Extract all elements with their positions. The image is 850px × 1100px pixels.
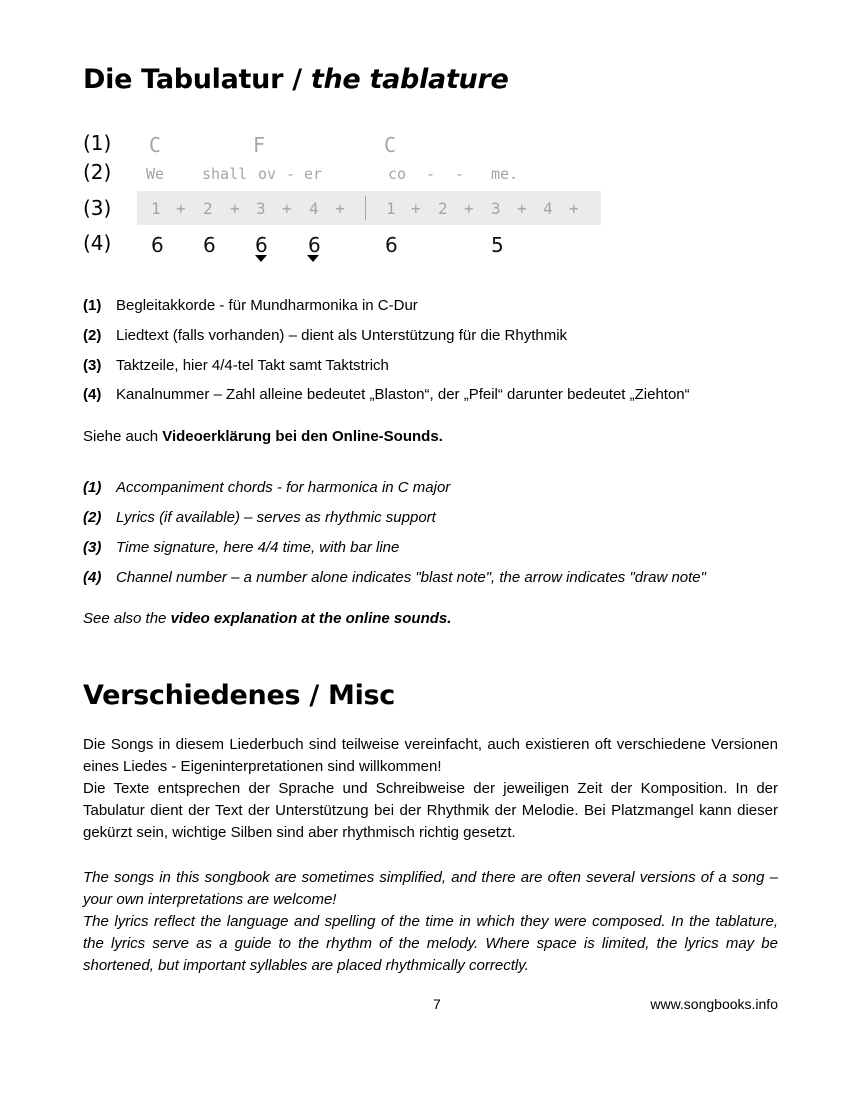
- beat: 1: [386, 199, 396, 218]
- see-also-english: [83, 610, 451, 627]
- beat: 2: [438, 199, 448, 218]
- see-also-prefix: Siehe auch: [83, 428, 163, 445]
- legend-text: Lyrics (if available) – serves as rhythmic support: [116, 509, 436, 526]
- page-number: 7: [433, 996, 441, 1012]
- see-also-german: [83, 428, 443, 445]
- legend-number: (4): [83, 386, 102, 403]
- legend-number: (2): [83, 509, 102, 526]
- lyric-syllable: ov: [258, 165, 277, 183]
- video-explanation-link[interactable]: Videoerklärung bei den Online-Sounds.: [162, 428, 443, 445]
- paragraph: The lyrics reflect the language and spelling of the time in which they were composed. In the tablature, the lyrics serve as a guide to the rhythm of the melody. Where space is limited, the lyrics may be shortened, but important syllables are placed rhythmically correctly.: [83, 913, 778, 974]
- beat: +: [464, 199, 474, 218]
- beat: 4: [309, 199, 319, 218]
- hole-number: 6: [151, 233, 164, 257]
- paragraph: Die Texte entsprechen der Sprache und Schreibweise der jeweiligen Zeit der Komposition. In der Tabulatur dient der Text der Unterstützung bei der Rhythmik der Melodie. Bei Platzmangel kann dieser gekürzt sein, wichtige Silben sind aber rhythmisch richtig gesetzt.: [83, 780, 778, 841]
- lyric-syllable: co: [388, 165, 407, 183]
- legend-item: [83, 569, 706, 586]
- legend-number: (1): [83, 479, 102, 496]
- draw-arrow-icon: [307, 255, 319, 262]
- hole-number: 5: [491, 233, 504, 257]
- row-label-3: (3): [83, 196, 112, 220]
- legend-text: Liedtext (falls vorhanden) – dient als Unterstützung für die Rhythmik: [116, 327, 568, 344]
- title-english: the tablature: [310, 64, 509, 95]
- legend-item: [83, 386, 690, 403]
- video-explanation-link[interactable]: video explanation at the online sounds.: [170, 610, 452, 627]
- draw-arrow-icon: [255, 255, 267, 262]
- chord: C: [384, 133, 397, 157]
- lyric-syllable: -: [455, 165, 465, 183]
- legend-text: Channel number – a number alone indicates "blast note", the arrow indicates "draw note": [116, 569, 706, 586]
- legend-text: Kanalnummer – Zahl alleine bedeutet „Blaston“, der „Pfeil“ darunter bedeutet „Ziehton“: [116, 386, 690, 403]
- legend-text: Taktzeile, hier 4/4-tel Takt samt Taktstrich: [116, 357, 389, 374]
- lyric-syllable: -: [286, 165, 296, 183]
- legend-item: [83, 509, 436, 526]
- lyric-syllable: shall: [202, 165, 248, 183]
- lyric-syllable: -: [426, 165, 436, 183]
- legend-number: (3): [83, 357, 102, 374]
- beat: +: [517, 199, 527, 218]
- lyric-syllable: me.: [491, 165, 519, 183]
- legend-item: [83, 479, 450, 496]
- beat: +: [176, 199, 186, 218]
- legend-text: Accompaniment chords - for harmonica in C major: [116, 479, 451, 496]
- hole-number: 6: [385, 233, 398, 257]
- misc-english-text: [83, 867, 778, 977]
- beat: +: [230, 199, 240, 218]
- lyric-syllable: er: [304, 165, 323, 183]
- legend-number: (4): [83, 569, 102, 586]
- legend-item: [83, 297, 418, 314]
- chord: F: [253, 133, 266, 157]
- paragraph: The songs in this songbook are sometimes simplified, and there are often several versions of a song – your own interpretations are welcome!: [83, 869, 778, 908]
- legend-item: [83, 327, 567, 344]
- legend-number: (3): [83, 539, 102, 556]
- hole-number: 6: [308, 233, 321, 257]
- misc-german-text: [83, 734, 778, 844]
- beat: +: [335, 199, 345, 218]
- beat: 3: [491, 199, 501, 218]
- paragraph: Die Songs in diesem Liederbuch sind teilweise vereinfacht, auch existieren oft verschiedene Versionen eines Liedes - Eigeninterpretationen sind willkommen!: [83, 736, 778, 775]
- legend-item: [83, 357, 389, 374]
- hole-number: 6: [255, 233, 268, 257]
- section-title-tablature: [83, 64, 509, 95]
- legend-number: (1): [83, 297, 102, 314]
- website-link[interactable]: www.songbooks.info: [650, 996, 778, 1012]
- beat: 2: [203, 199, 213, 218]
- beat: 4: [543, 199, 553, 218]
- row-label-1: (1): [83, 131, 112, 155]
- chord: C: [149, 133, 162, 157]
- row-label-4: (4): [83, 231, 112, 255]
- legend-text: Time signature, here 4/4 time, with bar line: [116, 539, 400, 556]
- beat: +: [569, 199, 579, 218]
- lyric-syllable: We: [146, 165, 165, 183]
- beat: 3: [256, 199, 266, 218]
- beat: +: [411, 199, 421, 218]
- bar-line: [365, 196, 366, 220]
- legend-number: (2): [83, 327, 102, 344]
- section-title-misc: Verschiedenes / Misc: [83, 680, 396, 711]
- see-also-prefix: See also the: [83, 610, 171, 627]
- legend-item: [83, 539, 399, 556]
- title-german: Die Tabulatur /: [83, 64, 311, 95]
- beat: 1: [151, 199, 161, 218]
- beat: +: [282, 199, 292, 218]
- hole-number: 6: [203, 233, 216, 257]
- row-label-2: (2): [83, 160, 112, 184]
- legend-text: Begleitakkorde - für Mundharmonika in C-Dur: [116, 297, 418, 314]
